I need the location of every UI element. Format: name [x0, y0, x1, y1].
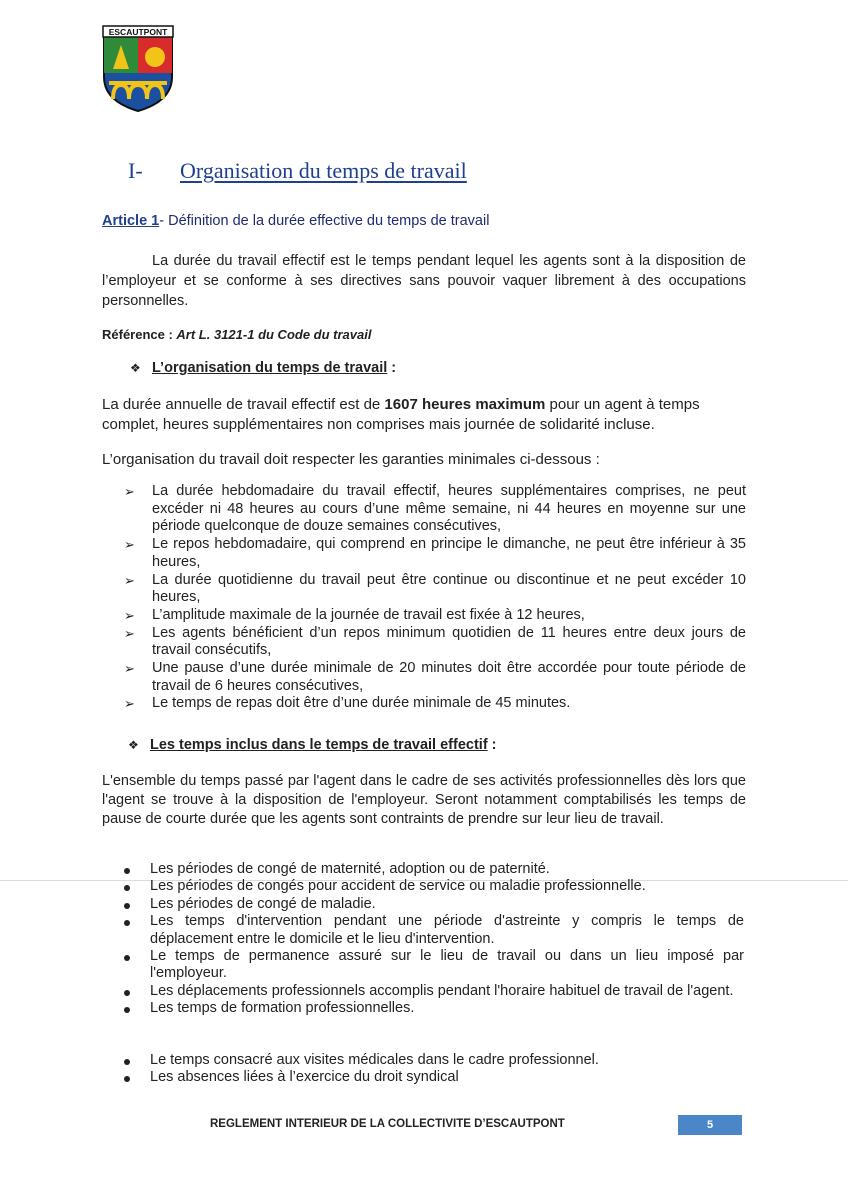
list-item [124, 536, 746, 571]
list-item-text: Le temps de repas doit être d’une durée minimale de 45 minutes. [152, 695, 571, 712]
paragraph-definition: La durée du travail effectif est le temps pendant lequel les agents sont à la disposition de l’employeur et se conforme à ses directives sans pouvoir vaquer librement à des occupations personnelles. [102, 253, 746, 309]
page-number-badge: 5 [678, 1115, 742, 1135]
bullet-dot-icon [124, 955, 130, 961]
arrow-bullet-icon: ➢ [124, 572, 135, 588]
section-number: I- [128, 158, 143, 183]
list-item [124, 695, 746, 713]
list-item [124, 607, 746, 625]
bold-hours: 1607 heures maximum [384, 396, 546, 413]
diamond-bullet-icon: ❖ [130, 361, 141, 375]
paragraph-included-intro: L'ensemble du temps passé par l'agent dans le cadre de ses activités professionnelles dès lors que l'agent se trouve à la disposition de l'employeur. Seront notamment comptabilisés les temps de pause de courte durée que les agents sont contraints de prendre sur leur lieu de travail. [102, 773, 746, 827]
bullet-dot-icon [124, 868, 130, 874]
bullet-dot-icon [124, 1059, 130, 1065]
list-item-text: Les périodes de congé de maternité, adoption ou de paternité. [150, 861, 550, 877]
list-item [124, 625, 746, 660]
subheading-included-times [128, 737, 497, 753]
list-item-text: Les absences liées à l’exercice du droit syndical [150, 1069, 459, 1086]
list-item-text: La durée hebdomadaire du travail effectif, heures supplémentaires comprises, ne peut excéder ni 48 heures au cours d’une même semaine, ni 44 heures en moyenne sur une période quelconque de douze semaines consécutives, [152, 483, 746, 535]
article-title: - Définition de la durée effective du temps de travail [159, 213, 490, 229]
footer-text: REGLEMENT INTERIEUR DE LA COLLECTIVITE D’ESCAUTPONT [210, 1118, 565, 1130]
town-crest-logo [101, 25, 175, 113]
list-item-text: Le temps consacré aux visites médicales dans le cadre professionnel. [150, 1052, 599, 1068]
list-item [124, 1000, 744, 1017]
bullet-dot-icon [124, 903, 130, 909]
bullet-dot-icon [124, 1076, 130, 1082]
reference-text: Art L. 3121-1 du Code du travail [176, 327, 372, 342]
paragraph-guarantees-intro: L’organisation du travail doit respecter les garanties minimales ci-dessous : [102, 451, 600, 468]
arrow-bullet-icon: ➢ [124, 625, 135, 641]
bullet-dot-icon [124, 885, 130, 891]
list-item [124, 878, 744, 895]
list-item [124, 1069, 744, 1086]
list-item [124, 948, 744, 983]
list-item-text: Les déplacements professionnels accomplis pendant l'horaire habituel de travail de l'agent. [150, 982, 734, 999]
list-item-text: Une pause d’une durée minimale de 20 minutes doit être accordée pour toute période de travail de 6 heures consécutives, [152, 660, 746, 694]
list-item [124, 861, 744, 878]
guarantees-list [124, 483, 746, 713]
included-times-list [124, 861, 744, 1018]
article-label: Article 1 [102, 213, 160, 229]
subheading-title: L’organisation du temps de travail [152, 360, 388, 376]
list-item [124, 896, 744, 913]
subheading-title: Les temps inclus dans le temps de travail effectif [150, 737, 488, 753]
list-item-text: Les temps de formation professionnelles. [150, 1000, 415, 1017]
text-span: pour un agent à temps complet, heures supplémentaires non comprises mais journée de solidarité incluse. [102, 396, 700, 433]
bullet-dot-icon [124, 990, 130, 996]
reference-line [102, 327, 371, 342]
list-item [124, 913, 744, 948]
list-item-text: Les périodes de congés pour accident de service ou maladie professionnelle. [150, 878, 646, 895]
bullet-dot-icon [124, 920, 130, 926]
paragraph-annual-duration [102, 395, 752, 435]
list-item-text: L’amplitude maximale de la journée de travail est fixée à 12 heures, [152, 606, 585, 623]
list-item-text: Le repos hebdomadaire, qui comprend en principe le dimanche, ne peut être inférieur à 35 heures, [152, 536, 746, 570]
list-item-text: Les temps d'intervention pendant une période d'astreinte y compris le temps de déplacement entre le domicile et le lieu d'intervention. [150, 913, 744, 947]
crest-icon [101, 25, 175, 113]
subheading-colon: : [487, 737, 497, 753]
arrow-bullet-icon: ➢ [124, 484, 135, 499]
arrow-bullet-icon: ➢ [124, 537, 135, 553]
arrow-bullet-icon: ➢ [124, 607, 135, 623]
diamond-bullet-icon: ❖ [128, 738, 139, 752]
list-item [124, 572, 746, 607]
section-title-text: Organisation du temps de travail [180, 158, 467, 183]
bullet-dot-icon [124, 1007, 130, 1013]
subheading-colon: : [387, 360, 397, 376]
reference-label: Référence : [102, 327, 177, 342]
list-item-text: Les périodes de congé de maladie. [150, 895, 376, 912]
arrow-bullet-icon: ➢ [124, 696, 135, 712]
list-item [124, 1052, 744, 1069]
arrow-bullet-icon: ➢ [124, 661, 135, 677]
list-item-text: Les agents bénéficient d’un repos minimum quotidien de 11 heures entre deux jours de travail consécutifs, [152, 624, 746, 659]
included-times-list-2 [124, 1052, 744, 1087]
list-item [124, 660, 746, 695]
crest-banner-text: ESCAUTPONT [108, 27, 168, 37]
section-title [128, 158, 467, 184]
list-item [124, 483, 746, 536]
list-item-text: La durée quotidienne du travail peut être continue ou discontinue et ne peut excéder 10 heures, [152, 571, 746, 606]
list-item [124, 983, 744, 1000]
subheading-organisation [130, 360, 396, 376]
list-item-text: Le temps de permanence assuré sur le lieu de travail ou dans un lieu imposé par l'employeur. [150, 948, 744, 982]
text-span: La durée annuelle de travail effectif est de [102, 396, 385, 413]
article-heading [102, 213, 489, 229]
